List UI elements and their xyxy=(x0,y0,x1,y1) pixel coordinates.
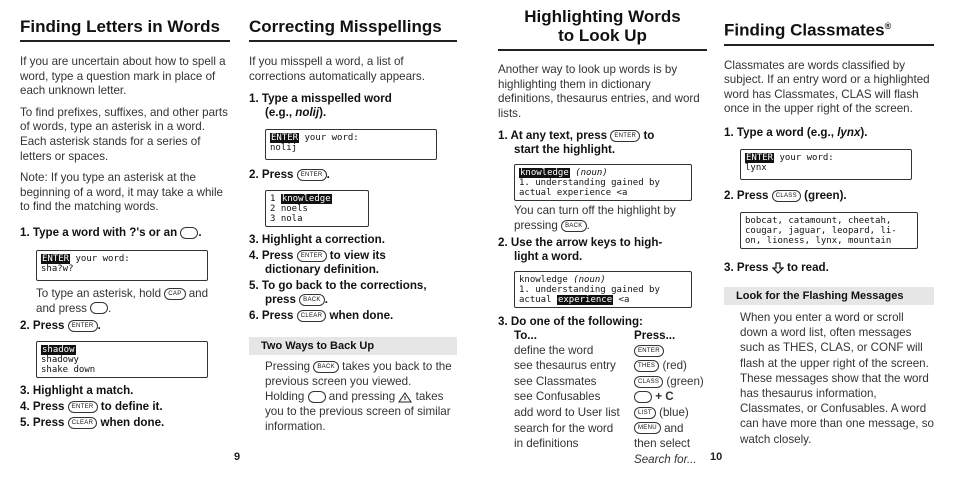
lcd-screen xyxy=(514,164,692,201)
cell-action: define the word xyxy=(514,343,594,357)
column-header: To... xyxy=(514,328,537,342)
step-text: 5. To go back to the corrections, xyxy=(249,279,427,293)
step-1 xyxy=(724,126,934,140)
table-row xyxy=(514,358,704,374)
table-row xyxy=(514,389,704,405)
lcd-line: shadow xyxy=(42,345,75,356)
step-text: start the highlight. xyxy=(514,143,616,157)
table-row xyxy=(514,374,704,390)
lcd-enter-label: ENTER xyxy=(746,153,774,164)
step-text: . xyxy=(326,168,330,182)
lcd-line: 1 xyxy=(270,194,276,205)
step-text: 2. Press xyxy=(20,319,65,333)
column-finding-classmates xyxy=(724,0,934,447)
cell-action: add word to User list xyxy=(514,405,620,419)
lcd-screen xyxy=(36,250,208,281)
section-heading: Correcting Misspellings xyxy=(249,17,457,42)
table-row xyxy=(514,421,704,437)
step-1 xyxy=(498,129,707,157)
page-number: 10 xyxy=(710,451,723,463)
lcd-line: actual xyxy=(519,294,552,305)
blank-key-icon xyxy=(634,391,652,403)
list-key-icon: LIST xyxy=(634,407,656,419)
cell-press xyxy=(634,358,704,374)
paragraph xyxy=(498,204,707,233)
step-text: when done. xyxy=(329,309,394,323)
step-text: 4. Press xyxy=(249,249,294,263)
step-text: ). xyxy=(319,106,327,120)
paragraph xyxy=(249,390,457,434)
step-text: to view its xyxy=(329,249,386,263)
cell-action: see thesaurus entry xyxy=(514,359,616,373)
cell-press xyxy=(634,343,704,359)
step-text: 1. At any text, press xyxy=(498,129,608,143)
lcd-line: 1. understanding gained by xyxy=(519,284,660,295)
column-header: Press... xyxy=(634,328,676,342)
step-6 xyxy=(249,309,457,323)
clear-key-icon: CLEAR xyxy=(68,417,98,429)
step-text: 1. Type a misspelled word xyxy=(249,92,392,106)
paragraph: If you are uncertain about how to spell a word, type a question mark in place of each unknown letter. xyxy=(20,55,226,98)
cell-action: search for the word xyxy=(514,421,614,435)
paragraph: Another way to look up words is by highlighting them in dictionary definitions, thesaurus entries, and word lists. xyxy=(498,63,700,120)
table-header xyxy=(514,329,704,343)
lcd-entry: nolij xyxy=(270,143,298,154)
lcd-line: <a xyxy=(618,294,630,305)
step-text: 1. Type a word with ?'s or an xyxy=(20,225,178,239)
clear-key-icon: CLEAR xyxy=(297,310,327,322)
step-text: (green). xyxy=(804,189,847,203)
table-row xyxy=(514,436,704,452)
note-text: To type an asterisk, hold xyxy=(36,286,162,300)
paragraph-text: Pressing xyxy=(265,360,311,374)
lcd-line: bobcat, catamount, cheetah, xyxy=(745,216,892,227)
paragraph-text: . xyxy=(586,218,590,232)
back-key-icon: BACK xyxy=(299,294,325,306)
lcd-enter-label: ENTER xyxy=(42,253,70,264)
step-3: 3. Highlight a match. xyxy=(20,384,134,398)
callout-heading: Look for the Flashing Messages xyxy=(724,287,934,305)
lcd-prompt: your word: xyxy=(779,153,834,164)
step-text: press xyxy=(265,293,296,307)
column-highlighting-words xyxy=(498,0,707,467)
step-text: 6. Press xyxy=(249,309,294,323)
cell-press xyxy=(634,405,704,421)
lcd-screen xyxy=(265,190,369,227)
lcd-screen xyxy=(265,129,437,160)
step-text: 2. Use the arrow keys to high- xyxy=(498,235,663,249)
paragraph-text: You can turn off the highlight by xyxy=(514,204,676,218)
lcd-prompt: your word: xyxy=(304,133,359,144)
press-text: Search for... xyxy=(634,452,697,466)
lcd-prompt: your word: xyxy=(75,253,130,264)
heading-line: Highlighting Words xyxy=(524,7,681,26)
example-word: lynx xyxy=(837,126,861,140)
lcd-line: 2 noels xyxy=(270,204,308,215)
lcd-part-of-speech: (noun) xyxy=(573,274,606,285)
table-row xyxy=(514,405,704,421)
enter-key-icon: ENTER xyxy=(68,401,98,413)
paragraph-text: and pressing xyxy=(328,390,396,404)
lcd-part-of-speech: (noun) xyxy=(575,168,608,179)
press-text: (green) xyxy=(666,374,704,388)
table-row xyxy=(514,452,704,468)
lcd-entry: sha?w? xyxy=(41,263,74,274)
enter-key-icon: ENTER xyxy=(297,169,327,181)
warning-arrow-icon xyxy=(398,392,412,403)
heading-line: to Look Up xyxy=(558,26,647,45)
back-key-icon: BACK xyxy=(561,220,587,232)
cell-action: in definitions xyxy=(514,437,579,451)
step-2 xyxy=(20,319,230,333)
enter-key-icon: ENTER xyxy=(610,130,640,142)
press-text: (blue) xyxy=(659,405,689,419)
paragraph: Classmates are words classified by subject. If an entry word or a highlighted word has Classmates, CLAS will flash once in the upper right of the screen. xyxy=(724,58,930,116)
step-text: to define it. xyxy=(100,400,163,414)
blank-key-icon xyxy=(308,391,326,403)
step-text: (e.g., xyxy=(265,106,293,120)
step-text: when done. xyxy=(100,416,165,430)
paragraph: To find prefixes, suffixes, and other parts of words, type an asterisk in a word. Each asterisk stands for a series of letters or spaces. xyxy=(20,105,228,163)
step-text: to xyxy=(643,129,655,143)
step-text: . xyxy=(198,225,202,239)
step-text: 2. Press xyxy=(249,168,294,182)
step-2 xyxy=(498,236,707,264)
press-text: + C xyxy=(655,390,674,404)
cell-press: then select xyxy=(634,437,691,451)
cell-action xyxy=(514,452,634,468)
cell-action: see Confusables xyxy=(514,390,601,404)
paragraph-text: pressing xyxy=(514,218,558,232)
step-4 xyxy=(20,400,230,414)
step-text: 2. Press xyxy=(724,189,769,203)
class-key-icon: CLASS xyxy=(634,376,663,388)
class-key-icon: CLASS xyxy=(772,190,801,202)
step-text: 3. Press xyxy=(724,261,769,275)
paragraph xyxy=(249,360,457,389)
enter-key-icon: ENTER xyxy=(68,320,98,332)
back-key-icon: BACK xyxy=(313,361,339,373)
column-correcting-misspellings xyxy=(249,0,457,434)
note-text: . xyxy=(108,301,112,315)
step-2 xyxy=(249,168,457,182)
column-finding-letters xyxy=(20,0,230,430)
lcd-line: shadowy xyxy=(41,355,79,366)
step-5 xyxy=(249,279,457,307)
press-text: and xyxy=(664,421,684,435)
press-text: (red) xyxy=(662,359,687,373)
lcd-enter-label: ENTER xyxy=(271,133,299,144)
page-number: 9 xyxy=(234,451,241,463)
lcd-line: 3 nola xyxy=(270,214,303,225)
lcd-line: on, lioness, lynx, mountain xyxy=(745,236,892,247)
example-word: nolij xyxy=(295,106,320,120)
lcd-highlight: experience xyxy=(557,294,613,305)
cell-action: see Classmates xyxy=(514,374,597,388)
step-text: . xyxy=(324,293,328,307)
lcd-screen xyxy=(740,149,912,180)
cap-key-icon: CAP xyxy=(164,288,185,300)
heading-text: Finding Classmates xyxy=(724,20,885,40)
cell-press xyxy=(634,389,704,405)
paragraph-text: Holding xyxy=(265,390,305,404)
lcd-line: 1. understanding gained by xyxy=(519,178,660,189)
lcd-line: knowledge xyxy=(281,194,331,205)
step-text: dictionary definition. xyxy=(265,263,380,277)
callout-heading: Two Ways to Back Up xyxy=(249,337,457,355)
paragraph-text: takes you to the previous screen of similar information. xyxy=(265,390,451,433)
blank-key-icon xyxy=(90,302,108,314)
lcd-entry: lynx xyxy=(745,163,767,174)
lcd-headword: knowledge xyxy=(519,274,568,285)
step-text: ). xyxy=(860,126,868,140)
enter-key-icon: ENTER xyxy=(634,345,664,357)
step-text: 1. Type a word (e.g., xyxy=(724,126,834,140)
menu-key-icon: MENU xyxy=(634,422,661,434)
thes-key-icon: THES xyxy=(634,360,659,372)
step-3 xyxy=(724,261,934,275)
step-text: light a word. xyxy=(514,249,583,263)
step-3: 3. Do one of the following: xyxy=(498,314,643,328)
lcd-screen xyxy=(36,341,208,378)
cell-press xyxy=(634,421,704,437)
step-5 xyxy=(20,416,230,430)
lcd-screen xyxy=(740,212,918,249)
step-text: to read. xyxy=(786,261,829,275)
lcd-line: actual experience <a xyxy=(519,188,628,199)
section-heading xyxy=(498,7,707,51)
enter-key-icon: ENTER xyxy=(297,250,327,262)
step-text: 4. Press xyxy=(20,400,65,414)
step-2 xyxy=(724,189,934,203)
step-3: 3. Highlight a correction. xyxy=(249,233,385,247)
step-text: . xyxy=(97,319,101,333)
step-1 xyxy=(249,92,457,120)
paragraph-text: takes you back to the previous screen you viewed. xyxy=(265,360,452,388)
step-4 xyxy=(249,249,457,277)
cell-press xyxy=(634,374,704,390)
paragraph: When you enter a word or scroll down a word list, often messages such as THES, CLAS, or CONF will flash at the upper right of the screen. These messages show that the word has thesaurus information, Classmates, or Confusables. A word can have more than one message, so watch closely. xyxy=(740,311,934,446)
cell-press xyxy=(634,452,704,468)
step-text: 5. Press xyxy=(20,416,65,430)
registered-mark: ® xyxy=(884,21,892,31)
asterisk-key-icon xyxy=(180,227,198,239)
paragraph: Note: If you type an asterisk at the beginning of a word, it may take a while to find the matching words. xyxy=(20,171,224,214)
table-row xyxy=(514,343,704,359)
paragraph: If you misspell a word, a list of corrections automatically appears. xyxy=(249,55,425,83)
lcd-headword: knowledge xyxy=(520,168,569,179)
note: To type an asterisk, hold CAP and and press . xyxy=(36,286,209,315)
step-1 xyxy=(20,226,230,240)
lcd-line: cougar, jaguar, leopard, li- xyxy=(745,226,897,237)
section-heading xyxy=(724,17,934,46)
action-table xyxy=(514,329,704,468)
section-heading: Finding Letters in Words xyxy=(20,17,230,42)
lcd-screen xyxy=(514,271,692,308)
down-arrow-icon xyxy=(772,262,784,274)
note-text: and press xyxy=(36,301,87,315)
lcd-line: shake down xyxy=(41,365,96,376)
